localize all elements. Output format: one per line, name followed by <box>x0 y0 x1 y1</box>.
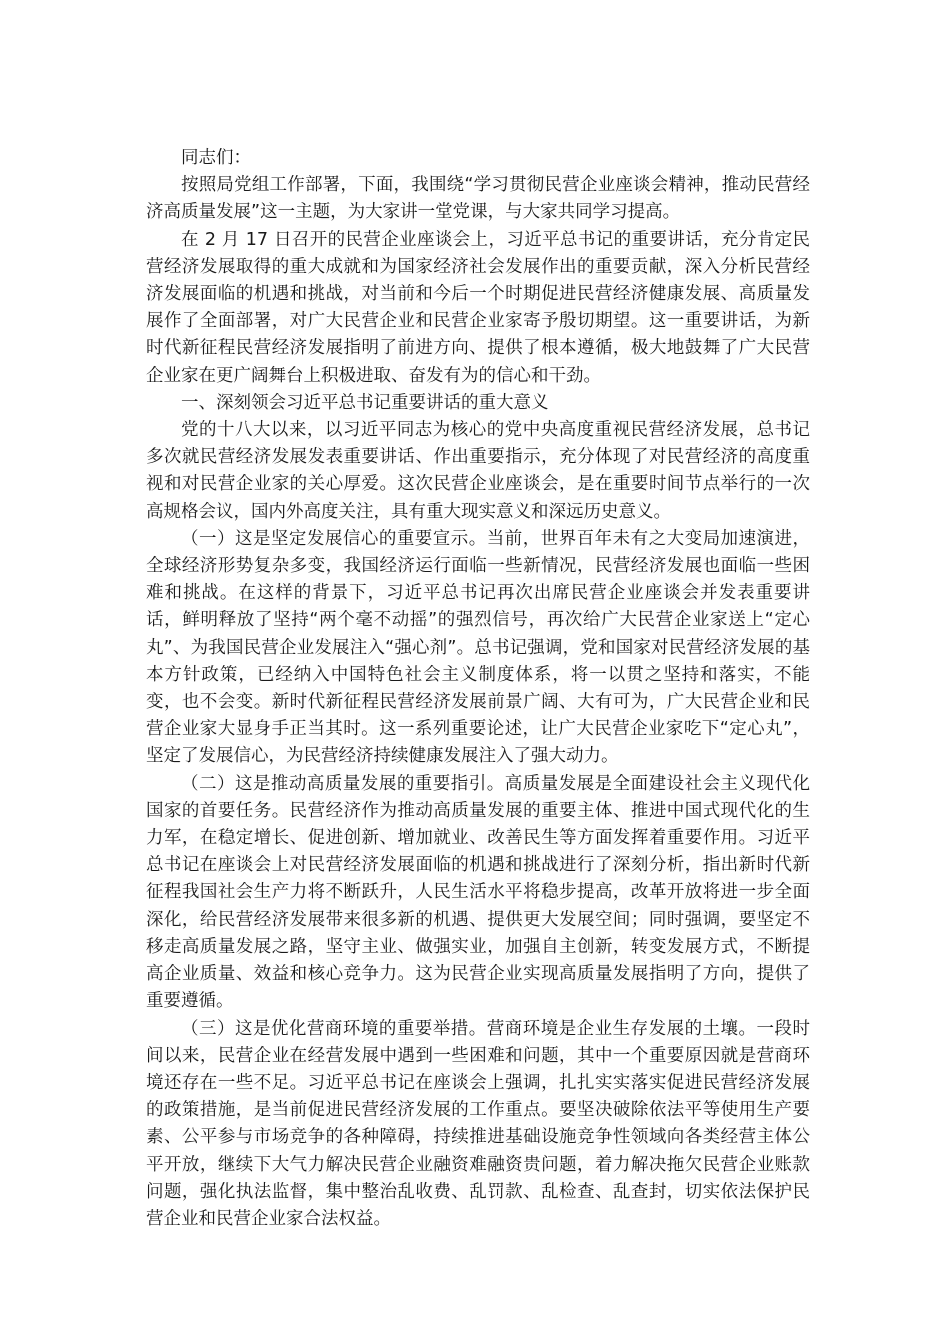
paragraph-point-2: （二）这是推动高质量发展的重要指引。高质量发展是全面建设社会主义现代化国家的首要任务。民营经济作为推动高质量发展的重要主体、推进中国式现代化的生力军，在稳定增长、促进创新、增加就业、改善民生等方面发挥着重要作用。习近平总书记在座谈会上对民营经济发展面临的机遇和挑战进行了深刻分析，指出新时代新征程我国社会生产力将不断跃升，人民生活水平将稳步提高，改革开放将进一步全面深化，给民营经济发展带来很多新的机遇、提供更大发展空间；同时强调，要坚定不移走高质量发展之路，坚守主业、做强实业，加强自主创新，转变发展方式，不断提高企业质量、效益和核心竞争力。这为民营企业实现高质量发展指明了方向，提供了重要遵循。 <box>146 773 810 1012</box>
paragraph-significance: 党的十八大以来，以习近平同志为核心的党中央高度重视民营经济发展，总书记多次就民营经济发展发表重要讲话、作出重要指示，充分体现了对民营经济的高度重视和对民营企业家的关心厚爱。这次民营企业座谈会，是在重要时间节点举行的一次高规格会议，国内外高度关注，具有重大现实意义和深远历史意义。 <box>146 420 810 522</box>
paragraph-background: 在 2 月 17 日召开的民营企业座谈会上，习近平总书记的重要讲话，充分肯定民营经济发展取得的重大成就和为国家经济社会发展作出的重要贡献，深入分析民营经济发展面临的机遇和挑战，对当前和今后一个时期促进民营经济健康发展、高质量发展作了全面部署，对广大民营企业和民营企业家寄予殷切期望。这一重要讲话，为新时代新征程民营经济发展指明了前进方向、提供了根本遵循，极大地鼓舞了广大民营企业家在更广阔舞台上积极进取、奋发有为的信心和干劲。 <box>146 229 810 386</box>
paragraph-point-1: （一）这是坚定发展信心的重要宣示。当前，世界百年未有之大变局加速演进，全球经济形势复杂多变，我国经济运行面临一些新情况，民营经济发展也面临一些困难和挑战。在这样的背景下，习近平总书记再次出席民营企业座谈会并发表重要讲话，鲜明释放了坚持“两个毫不动摇”的强烈信号，再次给广大民营企业家送上“定心丸”、为我国民营企业发展注入“强心剂”。总书记强调，党和国家对民营经济发展的基本方针政策，已经纳入中国特色社会主义制度体系，将一以贯之坚持和落实，不能变，也不会变。新时代新征程民营经济发展前景广阔、大有可为，广大民营企业和民营企业家大显身手正当其时。这一系列重要论述，让广大民营企业家吃下“定心丸”，坚定了发展信心，为民营经济持续健康发展注入了强大动力。 <box>146 528 810 767</box>
section-heading: 一、深刻领会习近平总书记重要讲话的重大意义 <box>181 392 549 413</box>
greeting: 同志们： <box>181 148 251 168</box>
paragraph-intro: 按照局党组工作部署，下面，我围绕“学习贯彻民营企业座谈会精神，推动民营经济高质量发展”这一主题，为大家讲一堂党课，与大家共同学习提高。 <box>146 175 810 223</box>
paragraph-point-3: （三）这是优化营商环境的重要举措。营商环境是企业生存发展的土壤。一段时间以来，民营企业在经营发展中遇到一些困难和问题，其中一个重要原因就是营商环境还存在一些不足。习近平总书记在座谈会上强调，扎扎实实落实促进民营经济发展的政策措施，是当前促进民营经济发展的工作重点。要坚决破除依法平等使用生产要素、公平参与市场竞争的各种障碍，持续推进基础设施竞争性领域向各类经营主体公平开放，继续下大气力解决民营企业融资难融资贵问题，着力解决拖欠民营企业账款问题，强化执法监督，集中整治乱收费、乱罚款、乱检查、乱查封，切实依法保护民营企业和民营企业家合法权益。 <box>146 1018 810 1229</box>
document-body <box>146 145 810 1233</box>
